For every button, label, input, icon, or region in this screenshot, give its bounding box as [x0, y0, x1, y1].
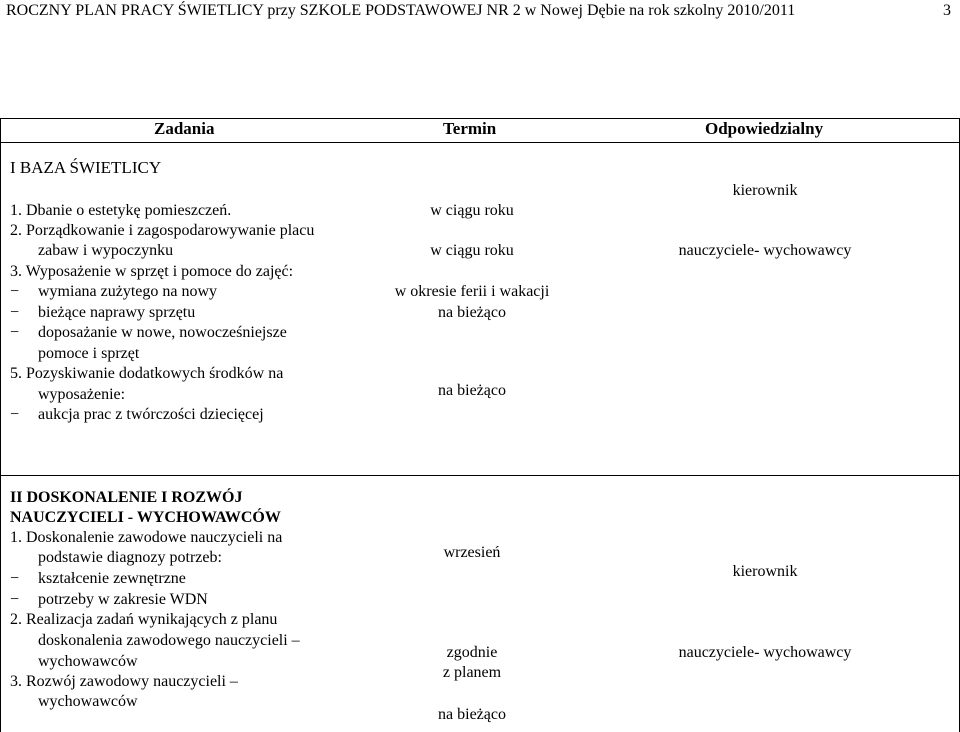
task-line: wyposażenie: [38, 386, 126, 403]
term-value: na bieżąco [438, 706, 506, 723]
term-value: w ciągu roku [430, 242, 514, 259]
responsible-value: nauczyciele- wychowawcy [678, 644, 852, 661]
term-value: na bieżąco [438, 304, 506, 321]
dash-bullet: − [10, 283, 20, 300]
section-title: NAUCZYCIELI - WYCHOWAWCÓW [10, 509, 281, 526]
task-line: wychowawców [38, 693, 138, 710]
task-line: 1. Dbanie o estetykę pomieszczeń. [10, 202, 232, 219]
dash-bullet: − [10, 324, 20, 341]
task-line: podstawie diagnozy potrzeb: [38, 549, 222, 566]
task-line: zabaw i wypoczynku [38, 242, 174, 259]
task-line: wychowawców [38, 653, 138, 670]
header-row-border [0, 142, 960, 143]
page-number: 3 [943, 2, 951, 19]
section-title: II DOSKONALENIE I ROZWÓJ [10, 489, 243, 506]
term-value: na bieżąco [438, 382, 506, 399]
dash-bullet: − [10, 591, 20, 608]
responsible-value: nauczyciele- wychowawcy [678, 242, 852, 259]
section-divider [0, 475, 960, 476]
term-value: wrzesień [443, 544, 501, 561]
task-line: doskonalenia zawodowego nauczycieli – [38, 632, 300, 649]
task-subitem: kształcenie zewnętrzne [38, 570, 186, 587]
column-header-tasks: Zadania [154, 119, 215, 138]
task-line: 2. Realizacja zadań wynikających z planu [10, 611, 278, 628]
task-subitem: potrzeby w zakresie WDN [38, 591, 208, 608]
task-subitem: bieżące naprawy sprzętu [38, 304, 196, 321]
task-line: 5. Pozyskiwanie dodatkowych środków na [10, 365, 284, 382]
column-header-term: Termin [443, 119, 497, 138]
column-header-responsible: Odpowiedzialny [705, 119, 824, 138]
dash-bullet: − [10, 406, 20, 423]
task-line: 2. Porządkowanie i zagospodarowywanie placu [10, 222, 315, 239]
task-line: 1. Doskonalenie zawodowe nauczycieli na [10, 529, 283, 546]
responsible-value: kierownik [732, 563, 798, 580]
table-left-border [0, 118, 1, 732]
document-header: ROCZNY PLAN PRACY ŚWIETLICY przy SZKOLE PODSTAWOWEJ NR 2 w Nowej Dębie na rok szkolny 2010/2011 [6, 2, 796, 19]
dash-bullet: − [10, 570, 20, 587]
section-title: I BAZA ŚWIETLICY [10, 158, 162, 177]
responsible-value: kierownik [732, 182, 798, 199]
task-subitem: doposażanie w nowe, nowocześniejsze [38, 324, 287, 341]
dash-bullet: − [10, 304, 20, 321]
term-value: w okresie ferii i wakacji [394, 283, 550, 300]
task-line: 3. Rozwój zawodowy nauczycieli – [10, 673, 238, 690]
term-value: z planem [442, 664, 502, 681]
task-subitem: aukcja prac z twórczości dziecięcej [38, 406, 264, 423]
task-subitem: wymiana zużytego na nowy [38, 283, 218, 300]
task-subitem: pomoce i sprzęt [38, 345, 140, 362]
task-line: 3. Wyposażenie w sprzęt i pomoce do zajęć: [10, 263, 294, 280]
term-value: w ciągu roku [430, 202, 514, 219]
term-value: zgodnie [446, 644, 498, 661]
